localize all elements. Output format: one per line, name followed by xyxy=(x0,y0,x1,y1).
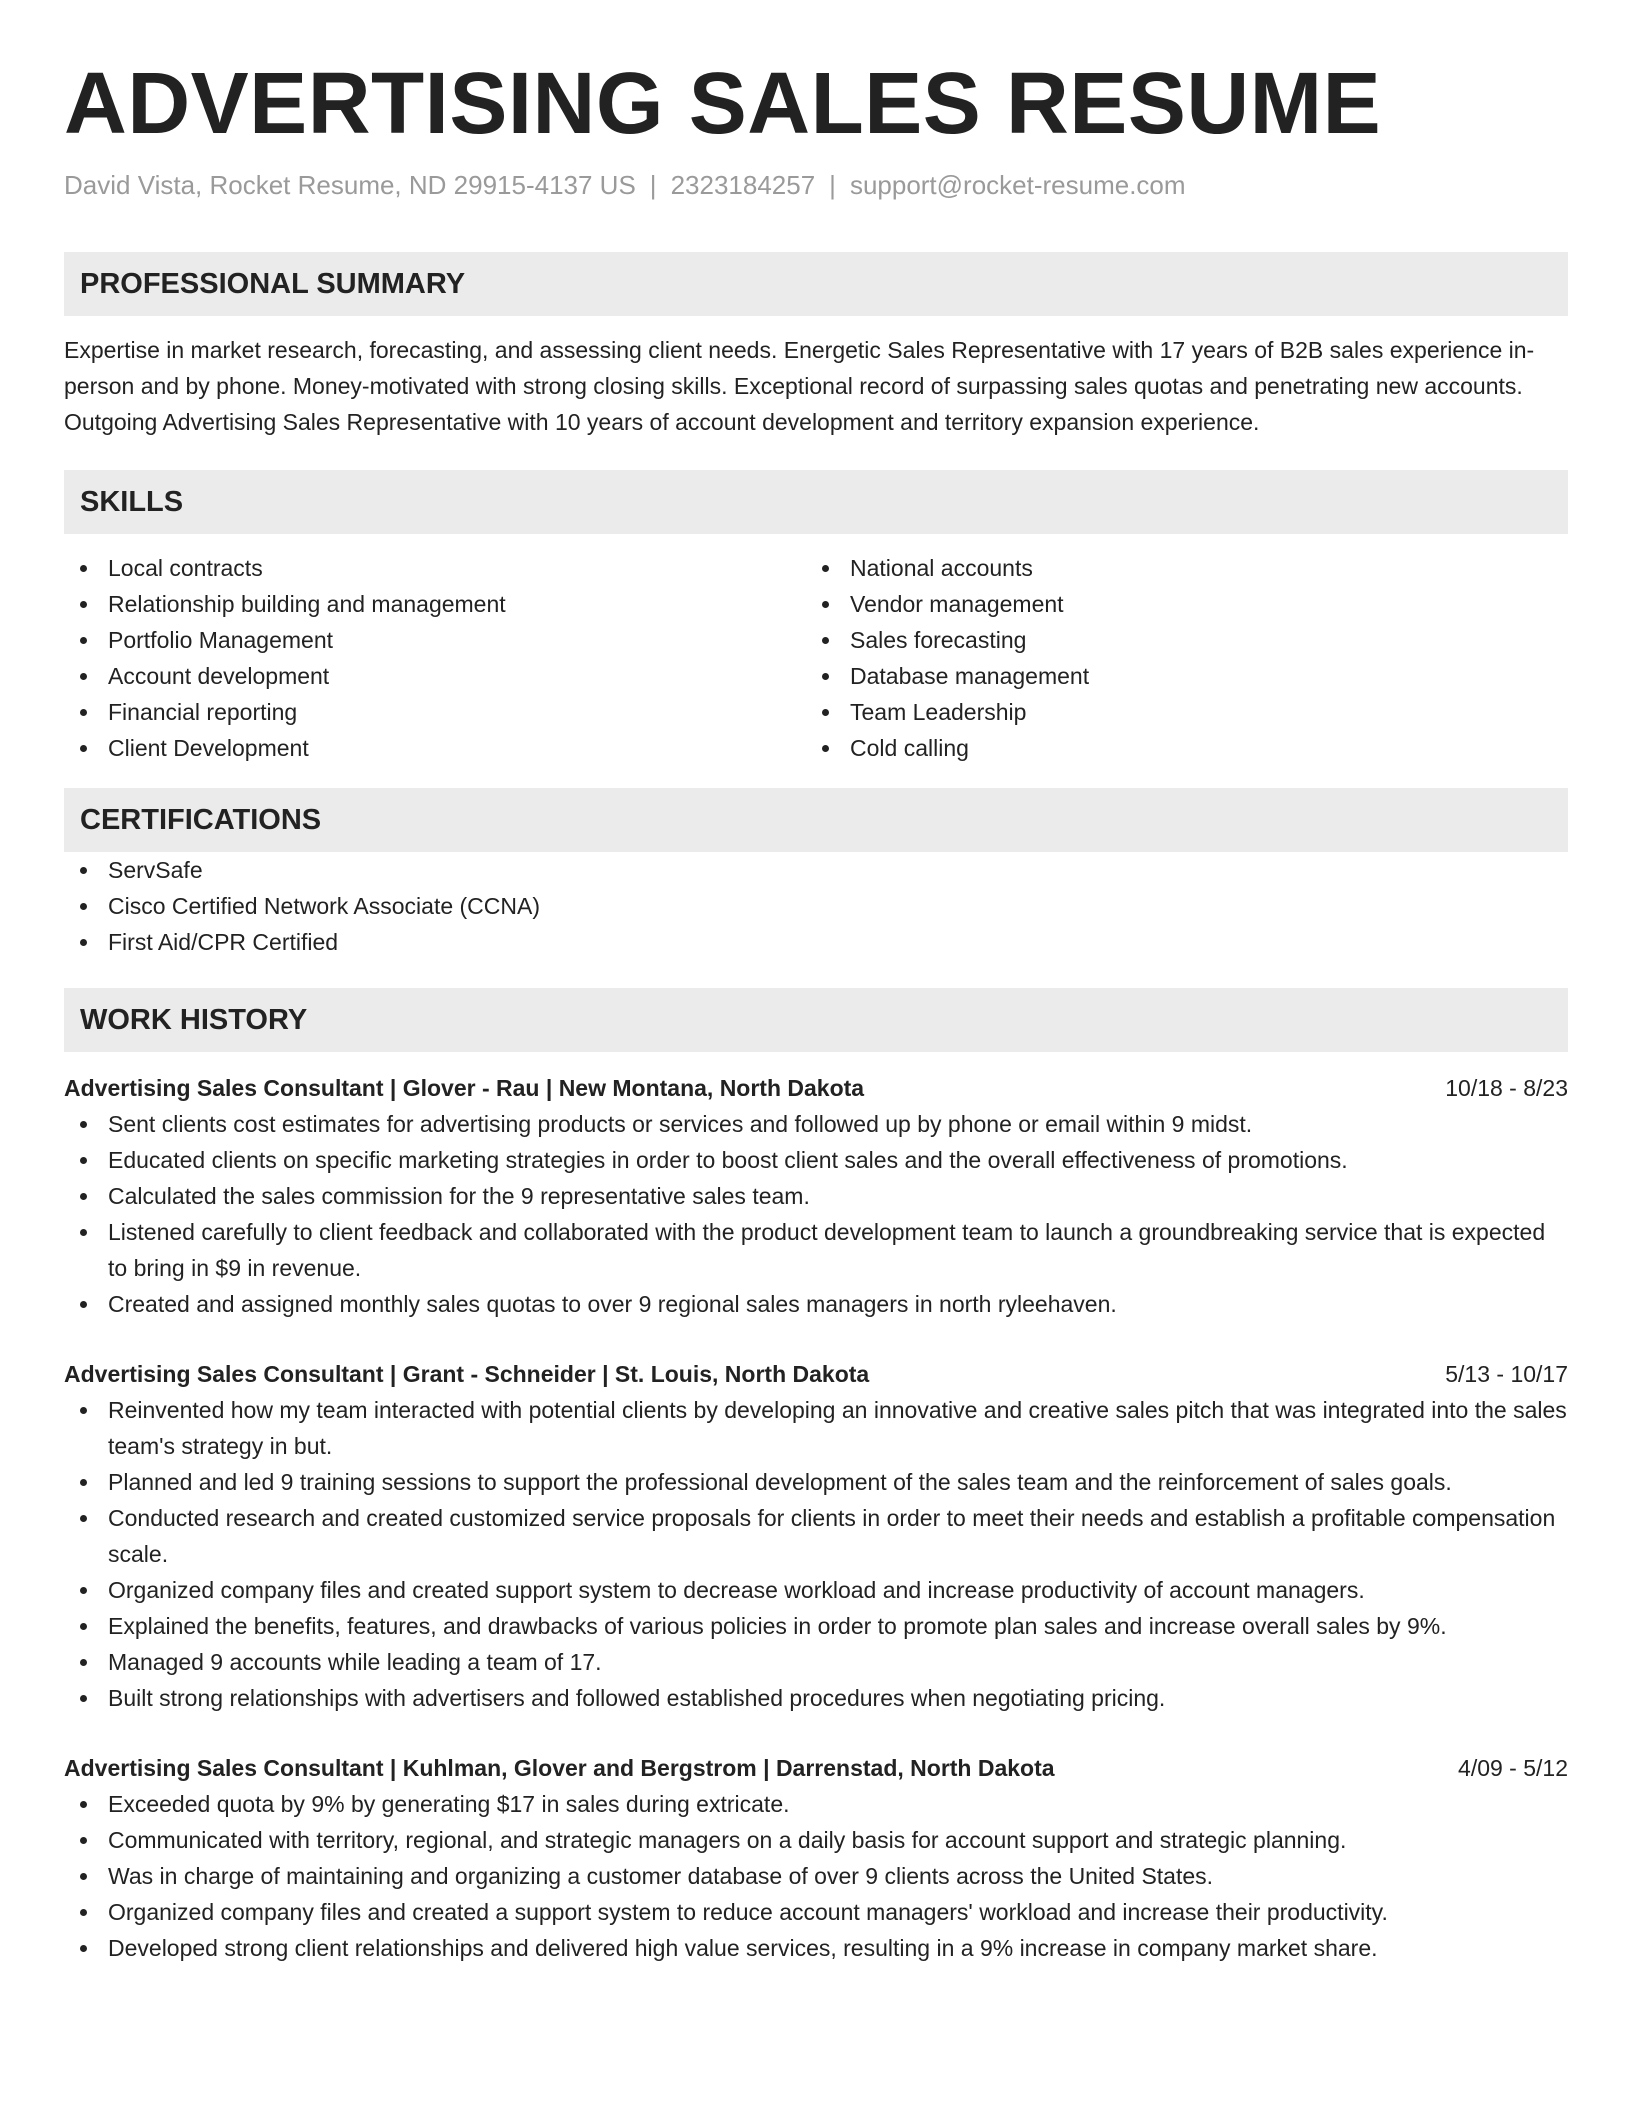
job-bullet: Exceeded quota by 9% by generating $17 in sales during extricate. xyxy=(64,1786,1568,1822)
resume-title: ADVERTISING SALES RESUME xyxy=(64,55,1382,152)
job-bullet: Was in charge of maintaining and organizing a customer database of over 9 clients across the United States. xyxy=(64,1858,1568,1894)
contact-email: support@rocket-resume.com xyxy=(849,170,1186,200)
skills-column-left xyxy=(64,550,806,766)
job-bullet: Conducted research and created customized service proposals for clients in order to meet their needs and establish a profitable compensation scale. xyxy=(64,1500,1568,1572)
job-entry xyxy=(64,1356,1568,1716)
job-bullet: Communicated with territory, regional, and strategic managers on a daily basis for account support and strategic planning. xyxy=(64,1822,1568,1858)
job-header xyxy=(64,1750,1568,1786)
job-bullet: Developed strong client relationships and delivered high value services, resulting in a 9% increase in company market share. xyxy=(64,1930,1568,1966)
skill-item: Database management xyxy=(806,658,1548,694)
job-bullet-list xyxy=(64,1392,1568,1716)
job-bullet: Organized company files and created support system to decrease workload and increase productivity of account managers. xyxy=(64,1572,1568,1608)
skill-item: Sales forecasting xyxy=(806,622,1548,658)
job-bullet-list xyxy=(64,1106,1568,1322)
skill-item: Portfolio Management xyxy=(64,622,806,658)
job-bullet: Organized company files and created a support system to reduce account managers' workload and increase their productivity. xyxy=(64,1894,1568,1930)
summary-text: Expertise in market research, forecasting, and assessing client needs. Energetic Sales Representative with 17 years of B2B sales experience in-person and by phone. Money-motivated with strong closing skills. Exceptional record of surpassing sales quotas and penetrating new accounts. Outgoing Advertising Sales Representative with 10 years of account development and territory expansion experience. xyxy=(64,337,1535,435)
contact-address: David Vista, Rocket Resume, ND 29915-4137 US xyxy=(64,170,636,200)
contact-separator: | xyxy=(649,170,657,200)
certification-item: Cisco Certified Network Associate (CCNA) xyxy=(64,888,1568,924)
certifications-list xyxy=(64,852,1568,960)
job-dates: 10/18 - 8/23 xyxy=(1445,1075,1568,1101)
job-dates: 5/13 - 10/17 xyxy=(1445,1361,1568,1387)
resume-page xyxy=(64,0,1568,1966)
job-bullet: Calculated the sales commission for the 9 representative sales team. xyxy=(64,1178,1568,1214)
skill-item: Client Development xyxy=(64,730,806,766)
job-entry xyxy=(64,1750,1568,1966)
skills-columns xyxy=(64,550,1568,766)
job-bullet: Reinvented how my team interacted with potential clients by developing an innovative and creative sales pitch that was integrated into the sales team's strategy in but. xyxy=(64,1392,1568,1464)
skill-item: National accounts xyxy=(806,550,1548,586)
job-bullet: Listened carefully to client feedback and collaborated with the product development team to launch a groundbreaking service that is expected to bring in $9 in revenue. xyxy=(64,1214,1568,1286)
skill-item: Vendor management xyxy=(806,586,1548,622)
job-bullet: Built strong relationships with advertisers and followed established procedures when negotiating pricing. xyxy=(64,1680,1568,1716)
job-header xyxy=(64,1356,1568,1392)
job-bullet: Educated clients on specific marketing strategies in order to boost client sales and the overall effectiveness of promotions. xyxy=(64,1142,1568,1178)
contact-phone: 2323184257 xyxy=(670,170,816,200)
section-heading-certifications: CERTIFICATIONS xyxy=(64,788,1568,852)
job-bullet-list xyxy=(64,1786,1568,1966)
job-dates: 4/09 - 5/12 xyxy=(1458,1755,1568,1781)
job-bullet: Managed 9 accounts while leading a team of 17. xyxy=(64,1644,1568,1680)
skill-item: Local contracts xyxy=(64,550,806,586)
job-entry xyxy=(64,1070,1568,1322)
skill-item: Financial reporting xyxy=(64,694,806,730)
skills-list-left xyxy=(64,550,806,766)
job-bullet: Created and assigned monthly sales quotas to over 9 regional sales managers in north ryleehaven. xyxy=(64,1286,1568,1322)
contact-separator: | xyxy=(829,170,836,200)
certification-item: ServSafe xyxy=(64,852,1568,888)
skills-column-right xyxy=(806,550,1548,766)
job-title: Advertising Sales Consultant | Kuhlman, Glover and Bergstrom | Darrenstad, North Dakota xyxy=(64,1755,1055,1781)
section-heading-summary: PROFESSIONAL SUMMARY xyxy=(64,252,1568,316)
skill-item: Cold calling xyxy=(806,730,1548,766)
job-bullet: Sent clients cost estimates for advertising products or services and followed up by phone or email within 9 midst. xyxy=(64,1106,1568,1142)
section-heading-skills: SKILLS xyxy=(64,470,1568,534)
skills-list-right xyxy=(806,550,1548,766)
certification-item: First Aid/CPR Certified xyxy=(64,924,1568,960)
skill-item: Relationship building and management xyxy=(64,586,806,622)
job-title: Advertising Sales Consultant | Glover - Rau | New Montana, North Dakota xyxy=(64,1075,865,1101)
job-bullet: Planned and led 9 training sessions to support the professional development of the sales team and the reinforcement of sales goals. xyxy=(64,1464,1568,1500)
skill-item: Account development xyxy=(64,658,806,694)
job-bullet: Explained the benefits, features, and drawbacks of various policies in order to promote plan sales and increase overall sales by 9%. xyxy=(64,1608,1568,1644)
job-title: Advertising Sales Consultant | Grant - Schneider | St. Louis, North Dakota xyxy=(64,1361,870,1387)
job-header xyxy=(64,1070,1568,1106)
contact-line xyxy=(64,168,1568,202)
skill-item: Team Leadership xyxy=(806,694,1548,730)
section-heading-work-history: WORK HISTORY xyxy=(64,988,1568,1052)
